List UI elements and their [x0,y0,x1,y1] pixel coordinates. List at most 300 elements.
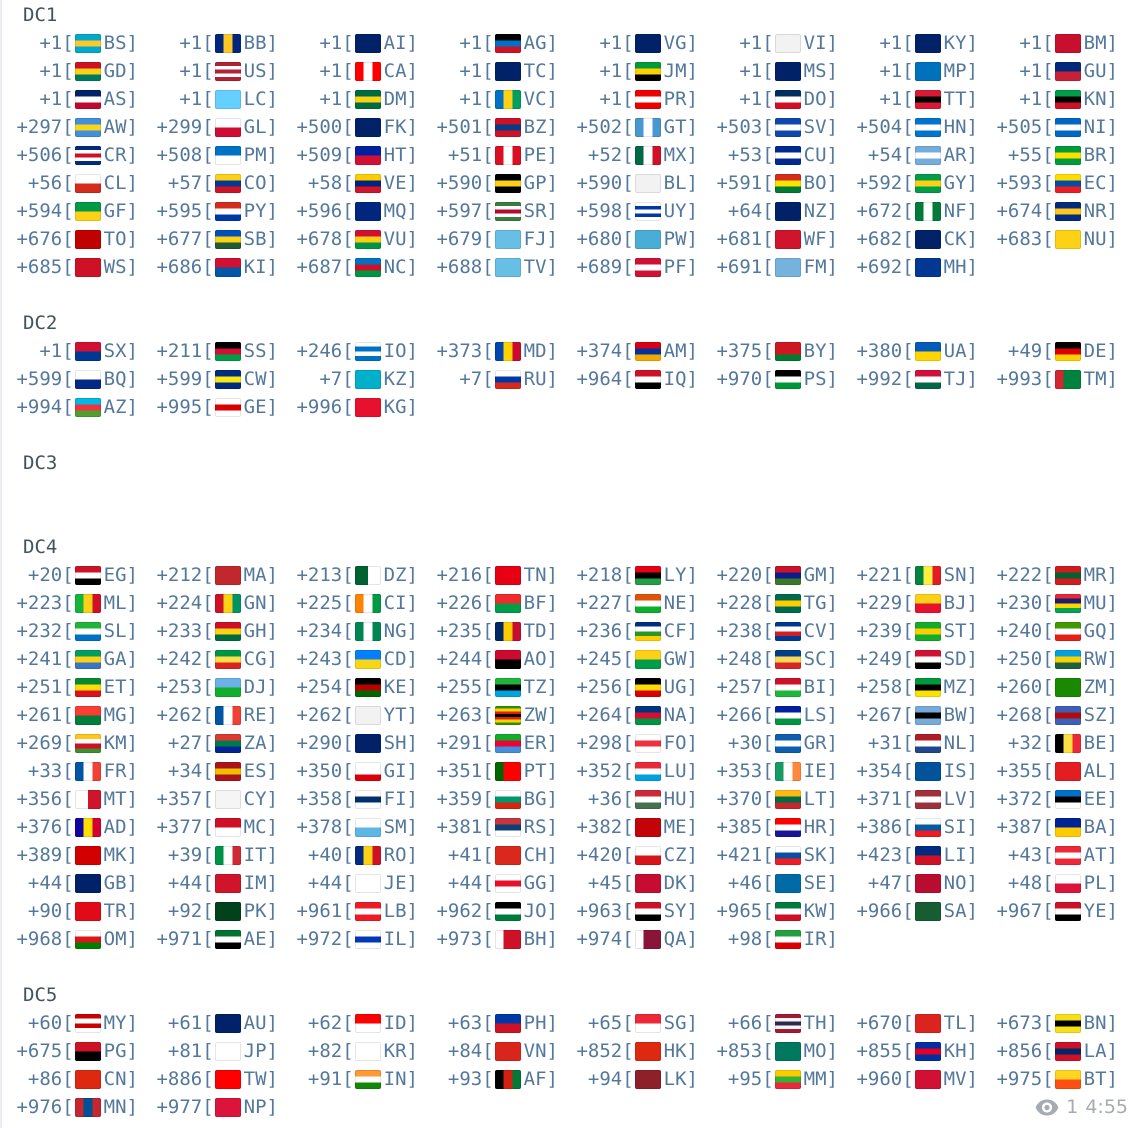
dial-code-entry[interactable] [438,788,578,810]
dial-code-entry[interactable] [578,256,718,278]
dial-code-entry[interactable] [578,32,718,54]
dial-code-entry[interactable] [438,1040,578,1062]
dial-code-entry[interactable] [298,844,438,866]
country-code-text: YE] [1083,900,1118,922]
dial-code-entry[interactable] [298,1040,438,1062]
dial-code-entry[interactable] [998,564,1138,586]
dial-code-entry[interactable] [858,872,998,894]
dial-code-entry[interactable] [998,1040,1138,1062]
country-code-text: VU] [383,228,418,250]
country-code-text: MC] [243,816,278,838]
dial-code-entry[interactable] [718,340,858,362]
dial-code-entry[interactable] [438,760,578,782]
dial-code-entry[interactable] [438,32,578,54]
cd-flag-icon [355,650,381,669]
dial-code-entry[interactable] [158,592,298,614]
dial-code-entry[interactable] [578,60,718,82]
dial-code-entry[interactable] [578,172,718,194]
dz-flag-icon [355,566,381,585]
country-code-text: IN] [383,1068,418,1090]
dial-code-entry[interactable] [18,172,158,194]
dial-code-text: +223[ [16,592,74,614]
dial-code-entry[interactable] [158,396,298,418]
dial-code-entry[interactable] [718,32,858,54]
dial-code-entry[interactable] [858,256,998,278]
dial-code-text: +90[ [27,900,74,922]
dial-code-entry[interactable] [438,872,578,894]
dial-code-entry[interactable] [298,928,438,950]
dial-code-entry[interactable] [578,368,718,390]
dial-code-entry[interactable] [298,564,438,586]
dial-code-entry[interactable] [18,872,158,894]
dial-code-entry[interactable] [718,844,858,866]
dial-code-entry[interactable] [578,564,718,586]
dial-code-entry[interactable] [298,592,438,614]
dial-code-entry[interactable] [18,32,158,54]
dial-code-entry[interactable] [158,900,298,922]
dial-code-entry[interactable] [18,760,158,782]
dial-code-entry[interactable] [158,620,298,642]
dial-code-entry[interactable] [578,788,718,810]
dial-code-entry[interactable] [578,872,718,894]
dial-code-entry[interactable] [998,816,1138,838]
dial-code-entry[interactable] [858,88,998,110]
dial-code-entry[interactable] [998,648,1138,670]
dial-code-entry[interactable] [18,564,158,586]
eg-flag-icon [75,566,101,585]
cu-flag-icon [775,146,801,165]
dial-code-entry[interactable] [158,228,298,250]
bt-flag-icon [1055,1070,1081,1089]
dial-code-entry[interactable] [158,732,298,754]
country-code-text: GY] [943,172,978,194]
country-code-text: HU] [663,788,698,810]
dj-flag-icon [215,678,241,697]
country-code-text: LT] [803,788,838,810]
dial-code-entry[interactable] [298,116,438,138]
dial-code-entry[interactable] [998,704,1138,726]
dial-code-entry[interactable] [438,928,578,950]
dial-code-entry[interactable] [718,1040,858,1062]
dial-code-entry[interactable] [998,676,1138,698]
dial-code-entry[interactable] [158,368,298,390]
dial-code-entry[interactable] [578,200,718,222]
dial-code-entry[interactable] [438,648,578,670]
dial-code-entry[interactable] [298,32,438,54]
code-row [18,393,1144,421]
dial-code-entry[interactable] [18,60,158,82]
dial-code-entry[interactable] [998,32,1138,54]
dial-code-entry[interactable] [18,648,158,670]
dial-code-entry[interactable] [158,340,298,362]
dial-code-entry[interactable] [18,1068,158,1090]
dial-code-entry[interactable] [578,592,718,614]
dial-code-entry[interactable] [438,620,578,642]
dial-code-entry[interactable] [298,872,438,894]
dial-code-entry[interactable] [858,676,998,698]
dial-code-entry[interactable] [998,592,1138,614]
dial-code-entry[interactable] [858,816,998,838]
fj-flag-icon [495,230,521,249]
country-code-text: CD] [383,648,418,670]
dial-code-entry[interactable] [438,200,578,222]
dial-code-entry[interactable] [578,648,718,670]
dial-code-entry[interactable] [158,32,298,54]
country-code-text: GB] [103,872,138,894]
dial-code-entry[interactable] [858,788,998,810]
dial-code-entry[interactable] [998,760,1138,782]
dial-code-text: +222[ [996,564,1054,586]
dial-code-entry[interactable] [158,1040,298,1062]
dial-code-text: +976[ [16,1096,74,1118]
dial-code-entry[interactable] [18,1012,158,1034]
dial-code-entry[interactable] [718,256,858,278]
dial-code-entry[interactable] [158,788,298,810]
country-code-text: ST] [943,620,978,642]
dial-code-entry[interactable] [578,1012,718,1034]
dial-code-entry[interactable] [18,788,158,810]
dial-code-entry[interactable] [858,368,998,390]
dial-code-entry[interactable] [18,144,158,166]
dial-code-entry[interactable] [18,816,158,838]
dial-code-entry[interactable] [298,900,438,922]
section-title: DC3 [23,452,58,474]
dial-code-entry[interactable] [998,900,1138,922]
dial-code-entry[interactable] [298,648,438,670]
dial-code-entry[interactable] [18,592,158,614]
dial-code-entry[interactable] [438,256,578,278]
dial-code-entry[interactable] [998,172,1138,194]
dial-code-entry[interactable] [998,200,1138,222]
dial-code-entry[interactable] [158,172,298,194]
dial-code-entry[interactable] [998,60,1138,82]
dial-code-entry[interactable] [718,368,858,390]
st-flag-icon [915,622,941,641]
dial-code-entry[interactable] [858,1012,998,1034]
dial-code-entry[interactable] [718,676,858,698]
dial-code-entry[interactable] [998,788,1138,810]
vu-flag-icon [355,230,381,249]
dial-code-entry[interactable] [438,900,578,922]
dial-code-entry[interactable] [718,620,858,642]
dial-code-entry[interactable] [718,1012,858,1034]
dial-code-text: +965[ [716,900,774,922]
dial-code-entry[interactable] [158,200,298,222]
dial-code-entry[interactable] [158,928,298,950]
ms-flag-icon [775,62,801,81]
dial-code-entry[interactable] [158,844,298,866]
dial-code-entry[interactable] [158,88,298,110]
dial-code-entry[interactable] [998,116,1138,138]
dial-code-entry[interactable] [578,704,718,726]
dial-code-entry[interactable] [298,88,438,110]
dial-code-entry[interactable] [578,340,718,362]
dial-code-entry[interactable] [18,704,158,726]
country-code-text: IO] [383,340,418,362]
dial-code-entry[interactable] [858,144,998,166]
dial-code-entry[interactable] [718,144,858,166]
dial-code-entry[interactable] [718,200,858,222]
dial-code-entry[interactable] [298,620,438,642]
dial-code-entry[interactable] [578,844,718,866]
gh-flag-icon [215,622,241,641]
dial-code-entry[interactable] [158,1068,298,1090]
country-code-text: LY] [663,564,698,586]
dial-code-entry[interactable] [718,172,858,194]
code-row [18,1009,1144,1037]
dial-code-entry[interactable] [578,1040,718,1062]
dial-code-entry[interactable] [998,340,1138,362]
dial-code-entry[interactable] [858,1040,998,1062]
dial-code-entry[interactable] [578,732,718,754]
dial-code-entry[interactable] [298,200,438,222]
dial-code-entry[interactable] [18,1096,158,1118]
dial-code-entry[interactable] [18,1040,158,1062]
dial-code-entry[interactable] [718,732,858,754]
dial-code-entry[interactable] [18,116,158,138]
dial-code-entry[interactable] [998,1012,1138,1034]
eye-icon [1035,1099,1059,1116]
country-code-text: AO] [523,648,558,670]
dial-code-entry[interactable] [18,368,158,390]
ve-flag-icon [355,174,381,193]
dial-code-text: +299[ [156,116,214,138]
mx-flag-icon [635,146,661,165]
dial-code-entry[interactable] [858,900,998,922]
dial-code-entry[interactable] [158,704,298,726]
gr-flag-icon [775,734,801,753]
dial-code-entry[interactable] [18,228,158,250]
dial-code-entry[interactable] [18,900,158,922]
dial-code-entry[interactable] [18,844,158,866]
dial-code-entry[interactable] [438,144,578,166]
dial-code-entry[interactable] [718,564,858,586]
dial-code-entry[interactable] [578,228,718,250]
dial-code-entry[interactable] [858,844,998,866]
wf-flag-icon [775,230,801,249]
country-code-text: SL] [103,620,138,642]
dial-code-entry[interactable] [718,928,858,950]
dial-code-entry[interactable] [858,200,998,222]
dial-code-entry[interactable] [998,620,1138,642]
dial-code-entry[interactable] [18,396,158,418]
dial-code-entry[interactable] [858,340,998,362]
dial-code-entry[interactable] [438,676,578,698]
dial-code-entry[interactable] [438,1068,578,1090]
dial-code-entry[interactable] [158,144,298,166]
dial-code-entry[interactable] [998,368,1138,390]
dial-code-text: +678[ [296,228,354,250]
dial-code-entry[interactable] [158,564,298,586]
dial-code-entry[interactable] [438,228,578,250]
dial-code-entry[interactable] [298,760,438,782]
dial-code-text: +225[ [296,592,354,614]
hu-flag-icon [635,790,661,809]
dial-code-text: +241[ [16,648,74,670]
dial-code-entry[interactable] [858,1068,998,1090]
dial-code-text: +350[ [296,760,354,782]
dial-code-entry[interactable] [298,676,438,698]
dial-code-entry[interactable] [298,144,438,166]
dial-code-entry[interactable] [438,172,578,194]
dial-code-entry[interactable] [578,1068,718,1090]
dial-code-entry[interactable] [438,368,578,390]
dial-code-entry[interactable] [858,564,998,586]
dial-code-entry[interactable] [298,228,438,250]
dial-code-entry[interactable] [578,816,718,838]
dial-code-entry[interactable] [158,60,298,82]
country-code-text: SA] [943,900,978,922]
dial-code-entry[interactable] [18,928,158,950]
country-code-text: ZM] [1083,676,1118,698]
dial-code-entry[interactable] [998,1068,1138,1090]
country-code-text: BA] [1083,816,1118,838]
country-code-text: BY] [803,340,838,362]
dial-code-entry[interactable] [438,340,578,362]
dial-code-entry[interactable] [998,872,1138,894]
dial-code-entry[interactable] [18,88,158,110]
dial-code-entry[interactable] [858,116,998,138]
dial-code-entry[interactable] [858,32,998,54]
dial-code-entry[interactable] [438,816,578,838]
dial-code-entry[interactable] [298,396,438,418]
dial-code-entry[interactable] [158,648,298,670]
country-code-text: AW] [103,116,138,138]
ss-flag-icon [215,342,241,361]
dial-code-entry[interactable] [298,816,438,838]
dial-code-entry[interactable] [18,340,158,362]
country-code-text: MH] [943,256,978,278]
dial-code-entry[interactable] [298,704,438,726]
dial-code-entry[interactable] [578,620,718,642]
ly-flag-icon [635,566,661,585]
dial-code-entry[interactable] [998,88,1138,110]
dial-code-entry[interactable] [718,648,858,670]
ls-flag-icon [775,706,801,725]
dial-code-entry[interactable] [18,620,158,642]
dial-code-entry[interactable] [858,620,998,642]
dial-code-entry[interactable] [718,788,858,810]
dial-code-entry[interactable] [438,1012,578,1034]
country-code-text: MX] [663,144,698,166]
dial-code-entry[interactable] [718,116,858,138]
dial-code-entry[interactable] [298,788,438,810]
dial-code-text: +420[ [576,844,634,866]
country-code-text: MD] [523,340,558,362]
dial-code-entry[interactable] [438,732,578,754]
dial-code-entry[interactable] [858,704,998,726]
dial-code-entry[interactable] [18,200,158,222]
dial-code-entry[interactable] [718,872,858,894]
dial-code-entry[interactable] [858,732,998,754]
dial-code-text: +63[ [447,1012,494,1034]
dial-code-entry[interactable] [438,60,578,82]
dial-code-entry[interactable] [438,564,578,586]
dial-code-entry[interactable] [578,676,718,698]
country-code-text: MZ] [943,676,978,698]
dial-code-entry[interactable] [998,144,1138,166]
dial-code-entry[interactable] [858,228,998,250]
dial-code-text: +1[ [179,60,214,82]
dial-code-entry[interactable] [298,256,438,278]
dial-code-text: +506[ [16,144,74,166]
dial-code-entry[interactable] [858,592,998,614]
dial-code-entry[interactable] [718,816,858,838]
dial-code-entry[interactable] [298,60,438,82]
dial-code-entry[interactable] [158,816,298,838]
country-code-text: TD] [523,620,558,642]
dial-code-entry[interactable] [578,760,718,782]
pg-flag-icon [75,1042,101,1061]
dial-code-text: +1[ [459,60,494,82]
dial-code-text: +352[ [576,760,634,782]
dial-code-entry[interactable] [158,1096,298,1118]
dial-code-entry[interactable] [858,60,998,82]
dial-code-entry[interactable] [718,760,858,782]
it-flag-icon [215,846,241,865]
dial-code-text: +57[ [167,172,214,194]
dial-code-entry[interactable] [858,172,998,194]
dial-code-entry[interactable] [718,592,858,614]
dial-code-entry[interactable] [438,704,578,726]
dial-code-entry[interactable] [578,928,718,950]
dial-code-entry[interactable] [718,60,858,82]
country-code-text: TL] [943,1012,978,1034]
dial-code-entry[interactable] [18,676,158,698]
dial-code-text: +853[ [716,1040,774,1062]
dial-code-entry[interactable] [578,116,718,138]
dial-code-entry[interactable] [158,760,298,782]
dial-code-entry[interactable] [438,116,578,138]
dial-code-entry[interactable] [578,900,718,922]
dial-code-entry[interactable] [298,1012,438,1034]
dial-code-entry[interactable] [158,256,298,278]
dial-code-entry[interactable] [578,144,718,166]
dial-code-text: +591[ [716,172,774,194]
dial-code-entry[interactable] [298,732,438,754]
dial-code-entry[interactable] [298,340,438,362]
dial-code-entry[interactable] [998,228,1138,250]
dial-code-entry[interactable] [718,900,858,922]
dial-code-entry[interactable] [998,844,1138,866]
dial-code-entry[interactable] [718,704,858,726]
country-code-text: CZ] [663,844,698,866]
dial-code-entry[interactable] [718,1068,858,1090]
dial-code-entry[interactable] [158,872,298,894]
dial-code-entry[interactable] [718,88,858,110]
dial-code-entry[interactable] [158,676,298,698]
country-code-text: GD] [103,60,138,82]
dial-code-entry[interactable] [298,368,438,390]
dial-code-entry[interactable] [998,732,1138,754]
dial-code-entry[interactable] [158,1012,298,1034]
dial-code-entry[interactable] [438,844,578,866]
dial-code-entry[interactable] [158,116,298,138]
country-code-text: BT] [1083,1068,1118,1090]
is-flag-icon [915,762,941,781]
dial-code-entry[interactable] [18,732,158,754]
dial-code-entry[interactable] [718,228,858,250]
dial-code-entry[interactable] [578,88,718,110]
dial-code-entry[interactable] [858,648,998,670]
dial-code-entry[interactable] [298,1068,438,1090]
dial-code-entry[interactable] [858,760,998,782]
dial-code-entry[interactable] [18,256,158,278]
dial-code-entry[interactable] [298,172,438,194]
dial-code-entry[interactable] [438,88,578,110]
dial-code-entry[interactable] [438,592,578,614]
dial-code-text: +676[ [16,228,74,250]
